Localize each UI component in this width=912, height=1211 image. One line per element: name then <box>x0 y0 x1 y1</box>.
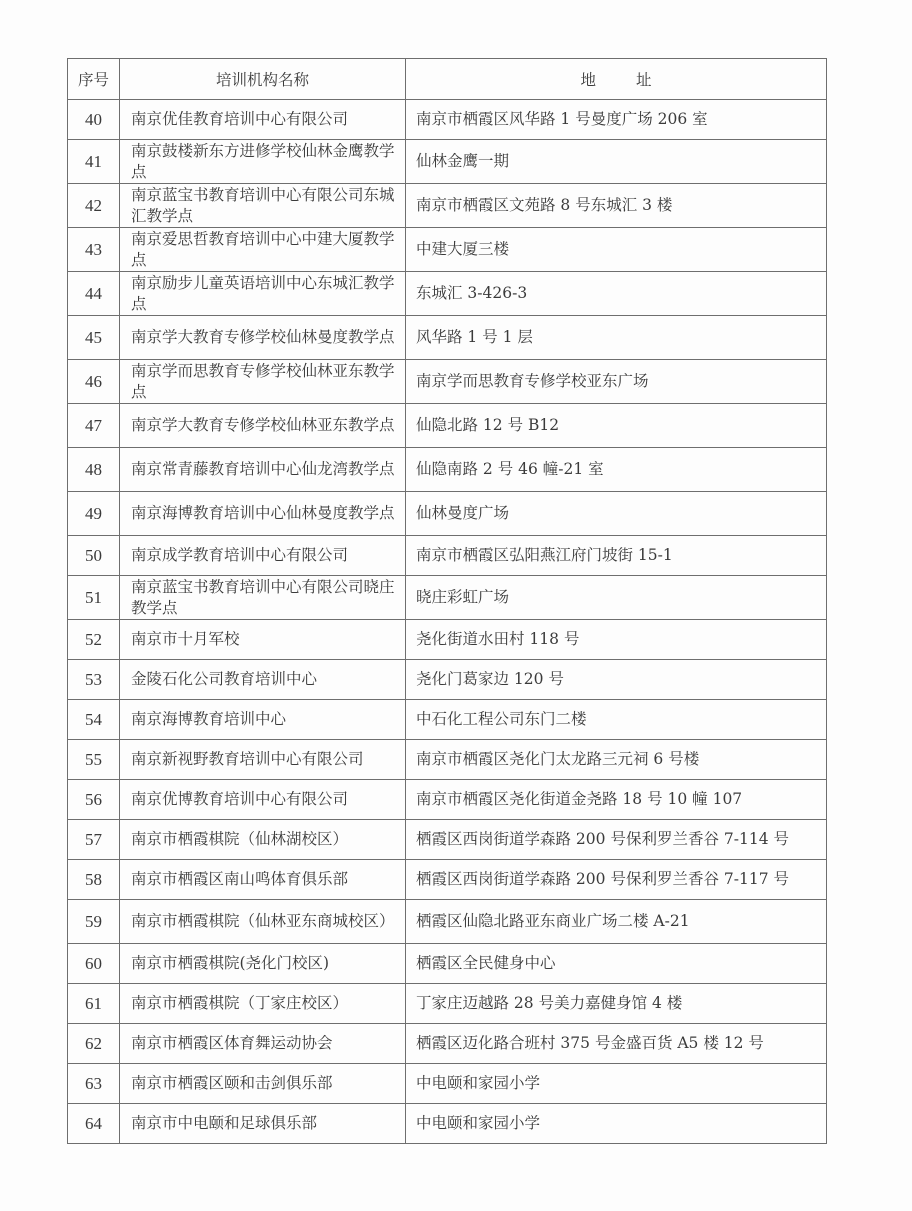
training-institutions-table <box>67 58 827 1144</box>
table-row <box>68 820 827 860</box>
table-row <box>68 780 827 820</box>
address-cell: 中电颐和家园小学 <box>406 1104 827 1144</box>
address-cell: 南京市栖霞区风华路 1 号曼度广场 206 室 <box>406 100 827 140</box>
serial-number-cell: 60 <box>68 944 120 984</box>
serial-number-cell: 44 <box>68 272 120 316</box>
institution-name-cell: 南京学大教育专修学校仙林曼度教学点 <box>120 316 406 360</box>
table-row <box>68 660 827 700</box>
table-body <box>68 100 827 1144</box>
serial-number-cell: 62 <box>68 1024 120 1064</box>
serial-number-cell: 42 <box>68 184 120 228</box>
table-row <box>68 1104 827 1144</box>
institution-name-cell: 南京学大教育专修学校仙林亚东教学点 <box>120 404 406 448</box>
institution-name-cell: 南京市栖霞棋院（仙林亚东商城校区） <box>120 900 406 944</box>
table-row <box>68 1064 827 1104</box>
serial-number-cell: 40 <box>68 100 120 140</box>
table-row <box>68 404 827 448</box>
serial-number-cell: 54 <box>68 700 120 740</box>
institution-name-cell: 南京市栖霞棋院(尧化门校区) <box>120 944 406 984</box>
header-institution-name: 培训机构名称 <box>120 59 406 100</box>
institution-name-cell: 南京市栖霞区南山鸣体育俱乐部 <box>120 860 406 900</box>
institution-name-cell: 南京市栖霞区体育舞运动协会 <box>120 1024 406 1064</box>
table-row <box>68 984 827 1024</box>
address-cell: 仙隐南路 2 号 46 幢-21 室 <box>406 448 827 492</box>
serial-number-cell: 57 <box>68 820 120 860</box>
institution-name-cell: 金陵石化公司教育培训中心 <box>120 660 406 700</box>
table-row <box>68 944 827 984</box>
serial-number-cell: 63 <box>68 1064 120 1104</box>
institution-name-cell: 南京蓝宝书教育培训中心有限公司晓庄教学点 <box>120 576 406 620</box>
institution-name-cell: 南京市十月军校 <box>120 620 406 660</box>
serial-number-cell: 59 <box>68 900 120 944</box>
institution-name-cell: 南京新视野教育培训中心有限公司 <box>120 740 406 780</box>
address-cell: 东城汇 3-426-3 <box>406 272 827 316</box>
address-cell: 中建大厦三楼 <box>406 228 827 272</box>
table-row <box>68 860 827 900</box>
serial-number-cell: 41 <box>68 140 120 184</box>
header-address: 地址 <box>406 59 827 100</box>
serial-number-cell: 61 <box>68 984 120 1024</box>
table-row <box>68 740 827 780</box>
address-cell: 南京市栖霞区尧化街道金尧路 18 号 10 幢 107 <box>406 780 827 820</box>
serial-number-cell: 58 <box>68 860 120 900</box>
serial-number-cell: 55 <box>68 740 120 780</box>
serial-number-cell: 49 <box>68 492 120 536</box>
address-cell: 中电颐和家园小学 <box>406 1064 827 1104</box>
table-row <box>68 536 827 576</box>
serial-number-cell: 53 <box>68 660 120 700</box>
institution-name-cell: 南京市栖霞棋院（丁家庄校区） <box>120 984 406 1024</box>
table-row <box>68 100 827 140</box>
serial-number-cell: 45 <box>68 316 120 360</box>
institution-name-cell: 南京学而思教育专修学校仙林亚东教学点 <box>120 360 406 404</box>
table-header-row <box>68 59 827 100</box>
address-cell: 尧化街道水田村 118 号 <box>406 620 827 660</box>
table-row <box>68 576 827 620</box>
table-row <box>68 1024 827 1064</box>
address-cell: 南京市栖霞区尧化门太龙路三元祠 6 号楼 <box>406 740 827 780</box>
address-cell: 仙林金鹰一期 <box>406 140 827 184</box>
institution-name-cell: 南京优博教育培训中心有限公司 <box>120 780 406 820</box>
serial-number-cell: 48 <box>68 448 120 492</box>
institution-name-cell: 南京蓝宝书教育培训中心有限公司东城汇教学点 <box>120 184 406 228</box>
address-cell: 丁家庄迈越路 28 号美力嘉健身馆 4 楼 <box>406 984 827 1024</box>
address-cell: 南京市栖霞区文苑路 8 号东城汇 3 楼 <box>406 184 827 228</box>
table-row <box>68 492 827 536</box>
table-row <box>68 900 827 944</box>
address-cell: 栖霞区迈化路合班村 375 号金盛百货 A5 楼 12 号 <box>406 1024 827 1064</box>
address-cell: 栖霞区西岗街道学森路 200 号保利罗兰香谷 7-117 号 <box>406 860 827 900</box>
institution-name-cell: 南京市中电颐和足球俱乐部 <box>120 1104 406 1144</box>
address-cell: 栖霞区全民健身中心 <box>406 944 827 984</box>
table-row <box>68 700 827 740</box>
address-cell: 风华路 1 号 1 层 <box>406 316 827 360</box>
address-cell: 尧化门葛家边 120 号 <box>406 660 827 700</box>
table-row <box>68 316 827 360</box>
address-cell: 中石化工程公司东门二楼 <box>406 700 827 740</box>
serial-number-cell: 64 <box>68 1104 120 1144</box>
address-cell: 晓庄彩虹广场 <box>406 576 827 620</box>
table-row <box>68 448 827 492</box>
serial-number-cell: 56 <box>68 780 120 820</box>
serial-number-cell: 51 <box>68 576 120 620</box>
institution-name-cell: 南京励步儿童英语培训中心东城汇教学点 <box>120 272 406 316</box>
address-cell: 仙林曼度广场 <box>406 492 827 536</box>
institution-name-cell: 南京海博教育培训中心 <box>120 700 406 740</box>
serial-number-cell: 47 <box>68 404 120 448</box>
institution-name-cell: 南京市栖霞区颐和击剑俱乐部 <box>120 1064 406 1104</box>
institution-name-cell: 南京常青藤教育培训中心仙龙湾教学点 <box>120 448 406 492</box>
address-cell: 栖霞区西岗街道学森路 200 号保利罗兰香谷 7-114 号 <box>406 820 827 860</box>
serial-number-cell: 46 <box>68 360 120 404</box>
table-row <box>68 272 827 316</box>
address-cell: 仙隐北路 12 号 B12 <box>406 404 827 448</box>
institution-name-cell: 南京爱思哲教育培训中心中建大厦教学点 <box>120 228 406 272</box>
institution-name-cell: 南京成学教育培训中心有限公司 <box>120 536 406 576</box>
table-row <box>68 184 827 228</box>
serial-number-cell: 52 <box>68 620 120 660</box>
address-cell: 南京市栖霞区弘阳燕江府门坡街 15-1 <box>406 536 827 576</box>
institution-name-cell: 南京海博教育培训中心仙林曼度教学点 <box>120 492 406 536</box>
table-row <box>68 140 827 184</box>
institution-name-cell: 南京优佳教育培训中心有限公司 <box>120 100 406 140</box>
institution-name-cell: 南京鼓楼新东方进修学校仙林金鹰教学点 <box>120 140 406 184</box>
address-cell: 栖霞区仙隐北路亚东商业广场二楼 A-21 <box>406 900 827 944</box>
table-row <box>68 228 827 272</box>
header-serial-number: 序号 <box>68 59 120 100</box>
serial-number-cell: 43 <box>68 228 120 272</box>
table-row <box>68 620 827 660</box>
table-row <box>68 360 827 404</box>
serial-number-cell: 50 <box>68 536 120 576</box>
institution-name-cell: 南京市栖霞棋院（仙林湖校区） <box>120 820 406 860</box>
address-cell: 南京学而思教育专修学校亚东广场 <box>406 360 827 404</box>
